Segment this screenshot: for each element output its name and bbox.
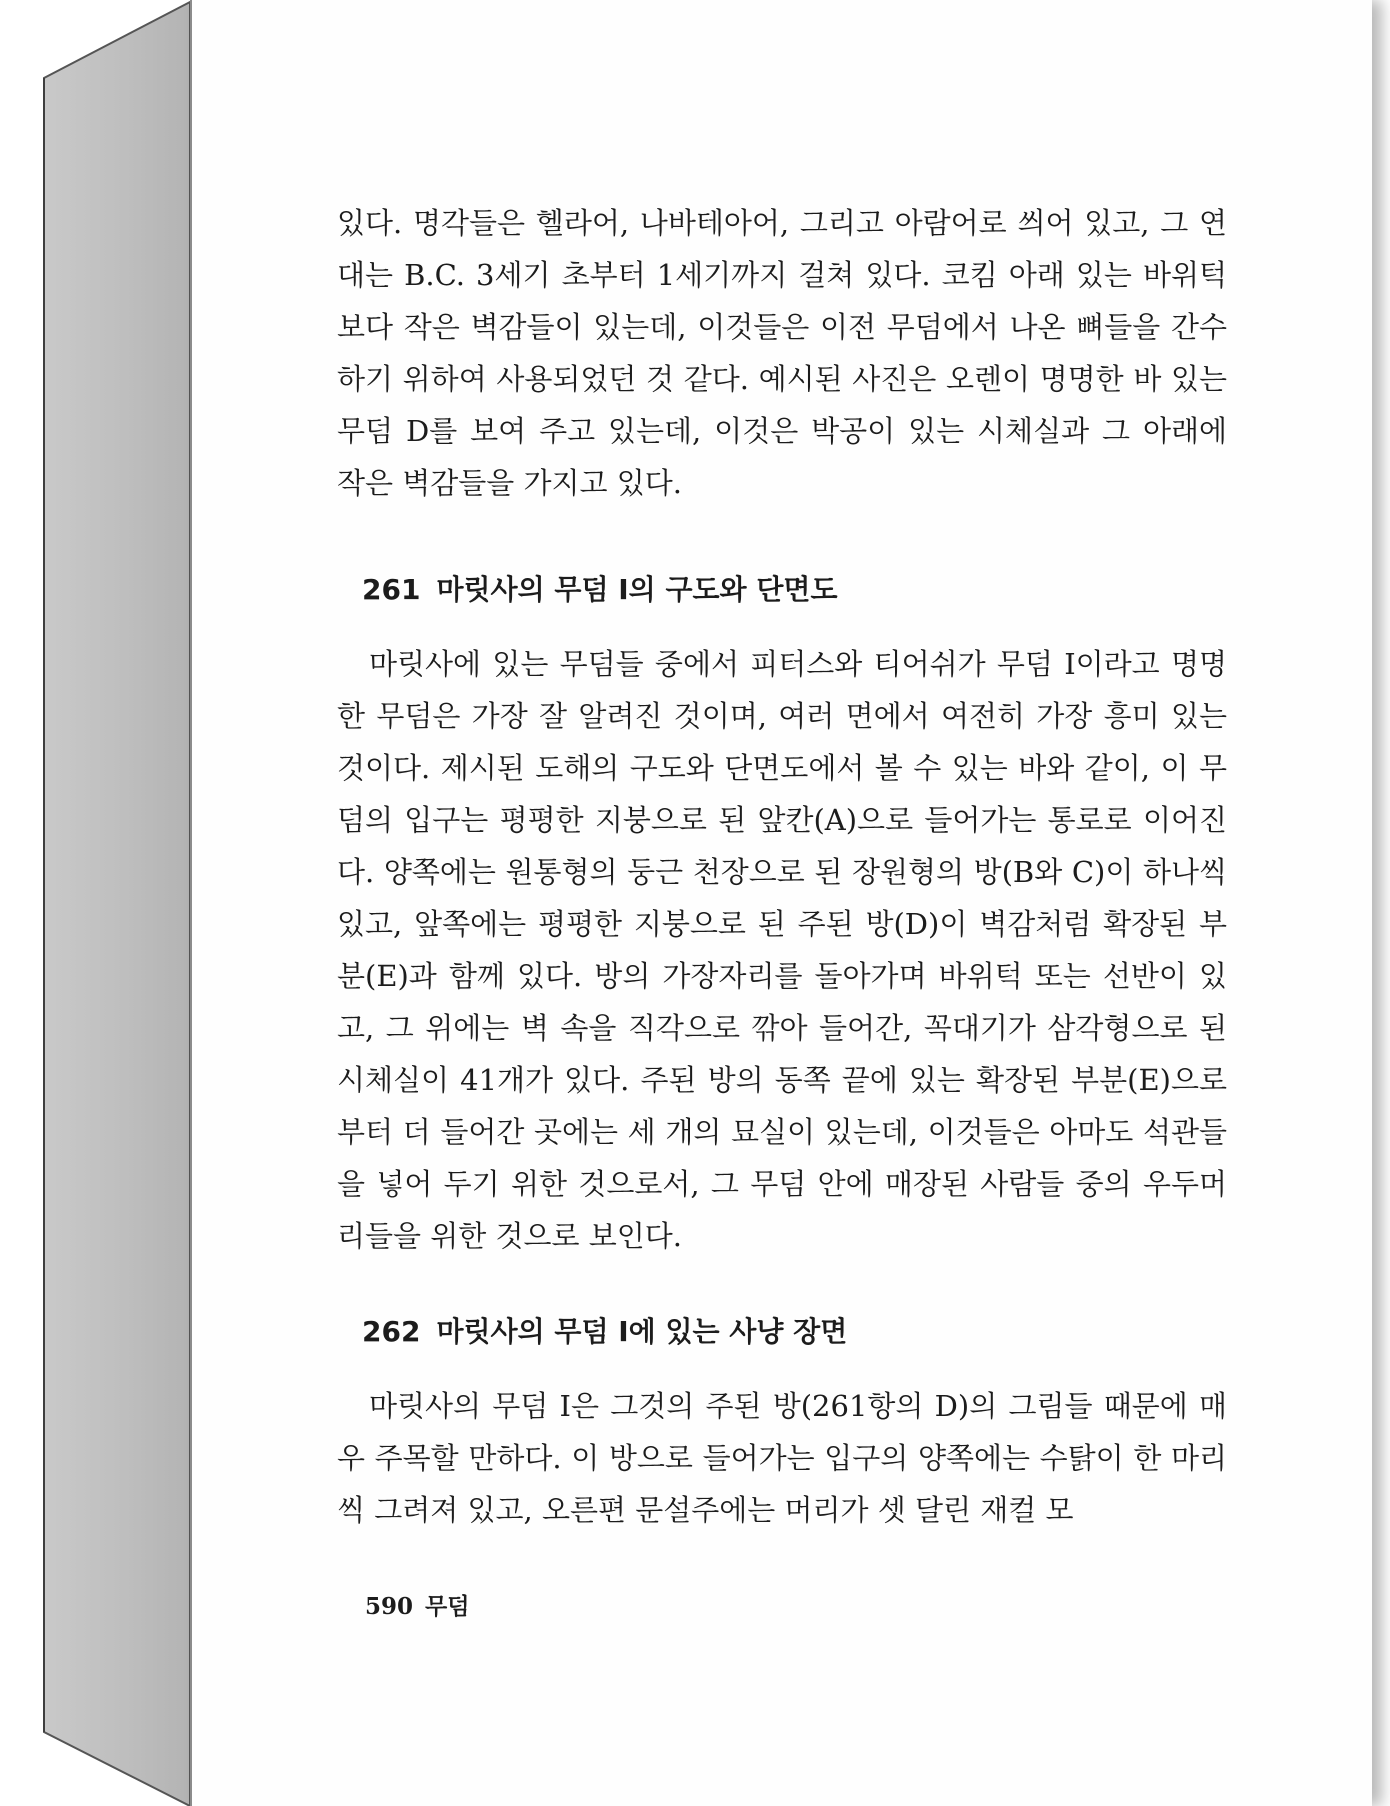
intro-paragraph: 있다. 명각들은 헬라어, 나바테아어, 그리고 아람어로 씌어 있고, 그 연대는 B.C. 3세기 초부터 1세기까지 걸쳐 있다. 코킴 아래 있는 바위턱보다 작은 벽감들이 있는데, 이것들은 이전 무덤에서 나온 뼈들을 간수하기 위하여 사용되었던 것 같다. 예시된 사진은 오렌이 명명한 바 있는 무덤 D를 보여 주고 있는데, 이것은 박공이 있는 시체실과 그 아래에 작은 벽감들을 가지고 있다. — [337, 206, 1227, 500]
book-spine-edge — [0, 0, 200, 1806]
section-261-heading — [362, 570, 838, 610]
section-262-number: 262 — [362, 1315, 421, 1348]
section-261-body: 마릿사에 있는 무덤들 중에서 피터스와 티어쉬가 무덤 I이라고 명명한 무덤은 가장 잘 알려진 것이며, 여러 면에서 여전히 가장 흥미 있는 것이다. 제시된 도해의 구도와 단면도에서 볼 수 있는 바와 같이, 이 무덤의 입구는 평평한 지붕으로 된 앞칸(A)으로 들어가는 통로로 이어진다. 양쪽에는 원통형의 둥근 천장으로 된 장원형의 방(B와 C)이 하나씩 있고, 앞쪽에는 평평한 지붕으로 된 주된 방(D)이 벽감처럼 확장된 부분(E)과 함께 있다. 방의 가장자리를 돌아가며 바위턱 또는 선반이 있고, 그 위에는 벽 속을 직각으로 깎아 들어간, 꼭대기가 삼각형으로 된 시체실이 41개가 있다. 주된 방의 동쪽 끝에 있는 확장된 부분(E)으로부터 더 들어간 곳에는 세 개의 묘실이 있는데, 이것들은 아마도 석관들을 넣어 두기 위한 것으로서, 그 무덤 안에 매장된 사람들 중의 우두머리들을 위한 것으로 보인다. — [337, 647, 1227, 1253]
section-261-title: 마릿사의 무덤 I의 구도와 단면도 — [436, 573, 838, 606]
section-261-number: 261 — [362, 573, 421, 606]
running-title: 무덤 — [425, 1593, 470, 1620]
page-number: 590 — [365, 1593, 414, 1620]
page-footer — [365, 1588, 469, 1621]
section-262-heading — [362, 1312, 847, 1352]
section-262-title: 마릿사의 무덤 I에 있는 사냥 장면 — [436, 1315, 848, 1348]
section-262-body: 마릿사의 무덤 I은 그것의 주된 방(261항의 D)의 그림들 때문에 매우 주목할 만하다. 이 방으로 들어가는 입구의 양쪽에는 수탉이 한 마리씩 그려져 있고, 오른편 문설주에는 머리가 셋 달린 재컬 모 — [337, 1389, 1227, 1527]
book-page — [190, 0, 1372, 1806]
